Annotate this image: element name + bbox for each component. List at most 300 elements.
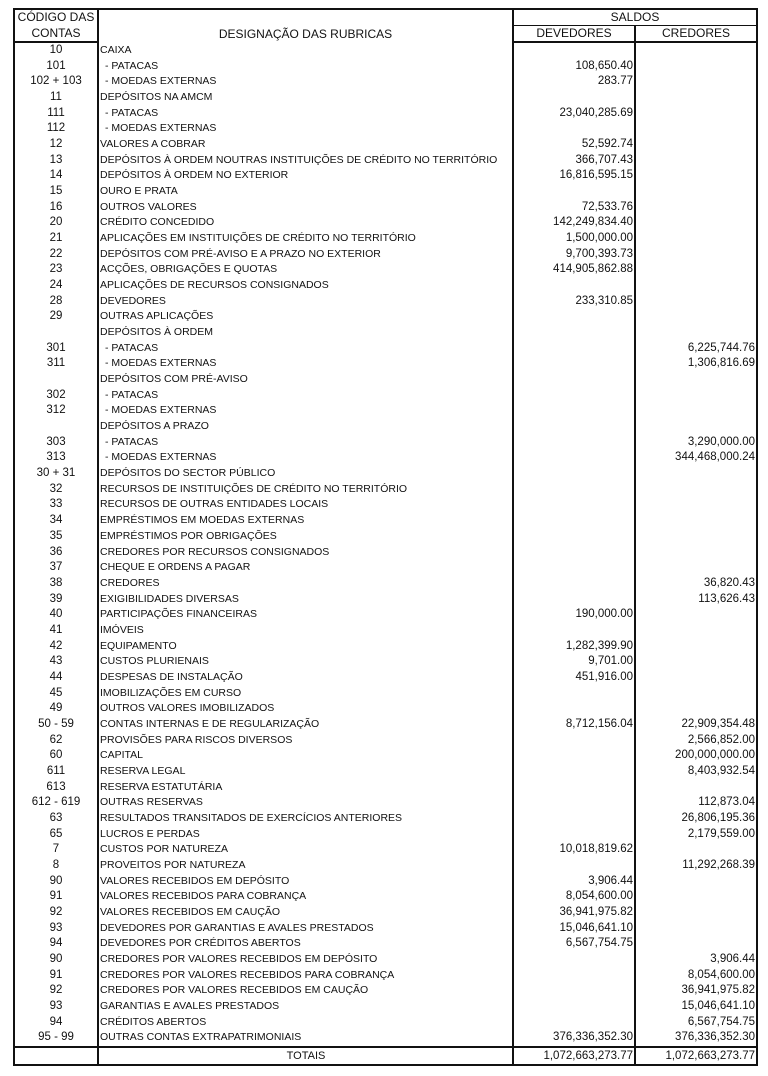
account-code: 311 <box>15 356 98 372</box>
credit-header: CREDORES <box>635 26 756 43</box>
account-code: 43 <box>15 654 98 670</box>
table-row <box>15 607 756 623</box>
debit-balance <box>513 388 635 404</box>
credit-balance <box>635 921 756 937</box>
table-row <box>15 74 756 90</box>
account-description: PROVEITOS POR NATUREZA <box>98 858 513 874</box>
account-description: CREDORES POR RECURSOS CONSIGNADOS <box>98 545 513 561</box>
credit-balance <box>635 262 756 278</box>
account-description: OUTROS VALORES IMOBILIZADOS <box>98 701 513 717</box>
credit-balance <box>635 874 756 890</box>
credit-balance <box>635 403 756 419</box>
table-row <box>15 827 756 843</box>
table-row <box>15 388 756 404</box>
table-row <box>15 983 756 999</box>
credit-balance <box>635 529 756 545</box>
account-code: 91 <box>15 968 98 984</box>
account-description: RESERVA LEGAL <box>98 764 513 780</box>
credit-balance: 22,909,354.48 <box>681 717 755 730</box>
table-row <box>15 513 756 529</box>
account-description: APLICAÇÕES EM INSTITUIÇÕES DE CRÉDITO NO TERRITÓRIO <box>98 231 513 247</box>
table-row <box>15 529 756 545</box>
account-code: 44 <box>15 670 98 686</box>
account-description: CREDORES <box>98 576 513 592</box>
debit-balance <box>513 811 635 827</box>
credit-balance: 2,179,559.00 <box>687 827 755 840</box>
credit-balance <box>635 701 756 717</box>
account-code: 28 <box>15 294 98 310</box>
table-row <box>15 842 756 858</box>
account-description: ACÇÕES, OBRIGAÇÕES E QUOTAS <box>98 262 513 278</box>
table-row <box>15 403 756 419</box>
credit-balance <box>635 325 756 341</box>
account-description: DEVEDORES POR CRÉDITOS ABERTOS <box>98 936 513 952</box>
debit-balance: 1,282,399.90 <box>513 639 635 655</box>
account-code: 38 <box>15 576 98 592</box>
debit-balance <box>513 309 635 325</box>
account-code: 32 <box>15 482 98 498</box>
debit-balance: 72,533.76 <box>513 200 635 216</box>
account-description: CHEQUE E ORDENS A PAGAR <box>98 560 513 576</box>
credit-balance <box>635 607 756 623</box>
table-row <box>15 450 756 466</box>
totals-credit: 1,072,663,273.77 <box>635 1047 756 1064</box>
account-code: 35 <box>15 529 98 545</box>
account-code: 22 <box>15 247 98 263</box>
debit-balance <box>513 701 635 717</box>
account-code: 29 <box>15 309 98 325</box>
totals-debit: 1,072,663,273.77 <box>513 1047 635 1064</box>
table-row <box>15 592 756 608</box>
table-row <box>15 215 756 231</box>
account-code <box>15 325 98 341</box>
debit-balance <box>513 999 635 1015</box>
credit-balance: 15,046,641.10 <box>681 999 755 1012</box>
credit-balance <box>635 309 756 325</box>
credit-balance <box>635 623 756 639</box>
credit-balance: 8,403,932.54 <box>687 764 755 777</box>
account-code: 16 <box>15 200 98 216</box>
account-code: 60 <box>15 748 98 764</box>
account-code: 14 <box>15 168 98 184</box>
debit-balance <box>513 968 635 984</box>
debit-balance: 16,816,595.15 <box>513 168 635 184</box>
credit-balance <box>635 936 756 952</box>
credit-balance <box>635 513 756 529</box>
table-row <box>15 325 756 341</box>
account-description: DEPÓSITOS COM PRÉ-AVISO E A PRAZO NO EXTERIOR <box>98 247 513 263</box>
account-description: RESULTADOS TRANSITADOS DE EXERCÍCIOS ANTERIORES <box>98 811 513 827</box>
debit-balance <box>513 952 635 968</box>
account-description: DEPÓSITOS À ORDEM NOUTRAS INSTITUIÇÕES DE CRÉDITO NO TERRITÓRIO <box>98 153 513 169</box>
credit-balance <box>635 247 756 263</box>
account-description: VALORES RECEBIDOS EM CAUÇÃO <box>98 905 513 921</box>
totals-row <box>15 1047 756 1064</box>
credit-balance <box>635 74 756 90</box>
debit-balance: 451,916.00 <box>513 670 635 686</box>
credit-balance: 8,054,600.00 <box>687 968 755 981</box>
table-row <box>15 968 756 984</box>
account-description: CAPITAL <box>98 748 513 764</box>
account-description: VALORES RECEBIDOS PARA COBRANÇA <box>98 889 513 905</box>
account-code: 7 <box>15 842 98 858</box>
debit-balance <box>513 403 635 419</box>
debit-header: DEVEDORES <box>513 26 635 43</box>
credit-balance <box>635 59 756 75</box>
table-row <box>15 748 756 764</box>
account-description: OUTROS VALORES <box>98 200 513 216</box>
debit-balance <box>513 90 635 106</box>
account-code: 92 <box>15 983 98 999</box>
table-row <box>15 717 756 733</box>
credit-balance: 6,225,744.76 <box>687 341 755 354</box>
credit-balance: 200,000,000.00 <box>675 749 755 762</box>
account-code: 10 <box>15 42 98 59</box>
debit-balance: 8,712,156.04 <box>513 717 635 733</box>
account-code: 23 <box>15 262 98 278</box>
account-code: 24 <box>15 278 98 294</box>
debit-balance <box>513 827 635 843</box>
account-code: 301 <box>15 341 98 357</box>
account-description: DEPÓSITOS DO SECTOR PÚBLICO <box>98 466 513 482</box>
credit-balance <box>635 121 756 137</box>
debit-balance <box>513 341 635 357</box>
account-description: APLICAÇÕES DE RECURSOS CONSIGNADOS <box>98 278 513 294</box>
table-row <box>15 90 756 106</box>
account-code: 42 <box>15 639 98 655</box>
account-code: 313 <box>15 450 98 466</box>
debit-balance <box>513 466 635 482</box>
table-row <box>15 874 756 890</box>
account-code: 302 <box>15 388 98 404</box>
table-row <box>15 497 756 513</box>
credit-balance: 11,292,268.39 <box>682 858 755 871</box>
table-row <box>15 952 756 968</box>
table-row <box>15 1030 756 1047</box>
debit-balance <box>513 513 635 529</box>
table-row <box>15 356 756 372</box>
debit-balance <box>513 278 635 294</box>
account-description: - PATACAS <box>98 341 513 357</box>
account-description: EMPRÉSTIMOS EM MOEDAS EXTERNAS <box>98 513 513 529</box>
table-row <box>15 639 756 655</box>
debit-balance <box>513 748 635 764</box>
account-code <box>15 419 98 435</box>
table-row <box>15 999 756 1015</box>
table-row <box>15 654 756 670</box>
account-description: CRÉDITOS ABERTOS <box>98 1015 513 1031</box>
account-description: EQUIPAMENTO <box>98 639 513 655</box>
account-code: 612 - 619 <box>15 795 98 811</box>
credit-balance <box>635 215 756 231</box>
account-description: - PATACAS <box>98 388 513 404</box>
account-description: DEVEDORES <box>98 294 513 310</box>
account-description: CAIXA <box>98 42 513 59</box>
account-code: 63 <box>15 811 98 827</box>
debit-balance <box>513 450 635 466</box>
account-description: - MOEDAS EXTERNAS <box>98 403 513 419</box>
credit-balance <box>635 278 756 294</box>
credit-balance <box>635 466 756 482</box>
account-code: 33 <box>15 497 98 513</box>
debit-balance <box>513 623 635 639</box>
account-description: VALORES A COBRAR <box>98 137 513 153</box>
credit-balance <box>635 670 756 686</box>
table-row <box>15 764 756 780</box>
credit-balance <box>635 168 756 184</box>
debit-balance <box>513 795 635 811</box>
account-code: 93 <box>15 999 98 1015</box>
account-description: DEPÓSITOS A PRAZO <box>98 419 513 435</box>
debit-balance <box>513 576 635 592</box>
account-description: CREDORES POR VALORES RECEBIDOS EM DEPÓSITO <box>98 952 513 968</box>
debit-balance <box>513 372 635 388</box>
table-row <box>15 1015 756 1031</box>
description-header: DESIGNAÇÃO DAS RUBRICAS <box>98 10 513 42</box>
debit-balance <box>513 733 635 749</box>
account-description: GARANTIAS E AVALES PRESTADOS <box>98 999 513 1015</box>
code-header-line2: CONTAS <box>15 26 98 43</box>
account-code: 11 <box>15 90 98 106</box>
debit-balance <box>513 419 635 435</box>
table-row <box>15 545 756 561</box>
credit-balance <box>635 842 756 858</box>
debit-balance <box>513 545 635 561</box>
account-code: 312 <box>15 403 98 419</box>
credit-balance <box>635 419 756 435</box>
table-row <box>15 466 756 482</box>
table-row <box>15 623 756 639</box>
credit-balance <box>635 482 756 498</box>
debit-balance: 52,592.74 <box>513 137 635 153</box>
account-description: DEVEDORES POR GARANTIAS E AVALES PRESTADOS <box>98 921 513 937</box>
table-row <box>15 560 756 576</box>
credit-balance: 112,873.04 <box>698 796 755 809</box>
credit-balance <box>635 106 756 122</box>
account-code: 39 <box>15 592 98 608</box>
credit-balance: 6,567,754.75 <box>687 1015 755 1028</box>
account-description: RECURSOS DE OUTRAS ENTIDADES LOCAIS <box>98 497 513 513</box>
table-row <box>15 231 756 247</box>
debit-balance <box>513 983 635 999</box>
debit-balance <box>513 529 635 545</box>
debit-balance <box>513 435 635 451</box>
debit-balance <box>513 1015 635 1031</box>
account-code: 102 + 103 <box>15 74 98 90</box>
debit-balance <box>513 764 635 780</box>
table-row <box>15 372 756 388</box>
account-code: 94 <box>15 936 98 952</box>
account-description: PARTICIPAÇÕES FINANCEIRAS <box>98 607 513 623</box>
table-row <box>15 905 756 921</box>
credit-balance: 36,941,975.82 <box>681 984 755 997</box>
account-description: DESPESAS DE INSTALAÇÃO <box>98 670 513 686</box>
account-description: EMPRÉSTIMOS POR OBRIGAÇÕES <box>98 529 513 545</box>
account-code: 303 <box>15 435 98 451</box>
balances-header: SALDOS <box>513 10 756 26</box>
credit-balance <box>635 560 756 576</box>
account-code: 36 <box>15 545 98 561</box>
account-code: 93 <box>15 921 98 937</box>
debit-balance: 3,906.44 <box>513 874 635 890</box>
table-row <box>15 780 756 796</box>
account-code: 37 <box>15 560 98 576</box>
credit-balance <box>635 184 756 200</box>
table-row <box>15 686 756 702</box>
account-code: 13 <box>15 153 98 169</box>
debit-balance: 108,650.40 <box>513 59 635 75</box>
account-description: DEPÓSITOS COM PRÉ-AVISO <box>98 372 513 388</box>
debit-balance: 366,707.43 <box>513 153 635 169</box>
credit-balance: 36,820.43 <box>703 576 755 589</box>
debit-balance: 10,018,819.62 <box>513 842 635 858</box>
credit-balance <box>635 90 756 106</box>
account-description: - MOEDAS EXTERNAS <box>98 74 513 90</box>
table-row <box>15 670 756 686</box>
account-code: 65 <box>15 827 98 843</box>
debit-balance <box>513 184 635 200</box>
credit-balance: 3,906.44 <box>710 952 755 965</box>
account-code: 613 <box>15 780 98 796</box>
account-description: CONTAS INTERNAS E DE REGULARIZAÇÃO <box>98 717 513 733</box>
account-description: CUSTOS PLURIENAIS <box>98 654 513 670</box>
account-description: - MOEDAS EXTERNAS <box>98 356 513 372</box>
debit-balance: 233,310.85 <box>513 294 635 310</box>
debit-balance <box>513 42 635 59</box>
credit-balance: 26,806,195.36 <box>681 811 755 824</box>
totals-code <box>15 1047 98 1064</box>
credit-balance: 2,566,852.00 <box>687 733 755 746</box>
table-row <box>15 858 756 874</box>
account-description: LUCROS E PERDAS <box>98 827 513 843</box>
account-description: OURO E PRATA <box>98 184 513 200</box>
debit-balance: 8,054,600.00 <box>513 889 635 905</box>
account-description: - MOEDAS EXTERNAS <box>98 121 513 137</box>
debit-balance: 414,905,862.88 <box>513 262 635 278</box>
table-row <box>15 576 756 592</box>
code-header-line1: CÓDIGO DAS <box>15 10 98 26</box>
credit-balance <box>635 153 756 169</box>
table-row <box>15 482 756 498</box>
debit-balance: 9,701.00 <box>513 654 635 670</box>
debit-balance: 283.77 <box>513 74 635 90</box>
table-row <box>15 795 756 811</box>
debit-balance <box>513 482 635 498</box>
table-row <box>15 59 756 75</box>
table-row <box>15 106 756 122</box>
credit-balance: 1,306,816.69 <box>687 357 755 370</box>
debit-balance: 142,249,834.40 <box>513 215 635 231</box>
table-row <box>15 121 756 137</box>
credit-balance <box>635 905 756 921</box>
account-code: 12 <box>15 137 98 153</box>
debit-balance: 15,046,641.10 <box>513 921 635 937</box>
table-body <box>15 42 756 1047</box>
debit-balance <box>513 780 635 796</box>
table-row <box>15 137 756 153</box>
table-row <box>15 184 756 200</box>
account-code: 50 - 59 <box>15 717 98 733</box>
account-code: 45 <box>15 686 98 702</box>
debit-balance: 9,700,393.73 <box>513 247 635 263</box>
credit-balance <box>635 231 756 247</box>
account-code: 95 - 99 <box>15 1030 98 1047</box>
debit-balance: 23,040,285.69 <box>513 106 635 122</box>
table-row <box>15 153 756 169</box>
accounts-table <box>15 10 756 1064</box>
table-row <box>15 247 756 263</box>
account-description: DEPÓSITOS À ORDEM <box>98 325 513 341</box>
account-description: DEPÓSITOS NA AMCM <box>98 90 513 106</box>
account-description: DEPÓSITOS À ORDEM NO EXTERIOR <box>98 168 513 184</box>
credit-balance: 3,290,000.00 <box>687 435 755 448</box>
credit-balance <box>635 388 756 404</box>
debit-balance <box>513 592 635 608</box>
debit-balance: 1,500,000.00 <box>513 231 635 247</box>
account-code: 90 <box>15 874 98 890</box>
account-description: OUTRAS APLICAÇÕES <box>98 309 513 325</box>
debit-balance <box>513 121 635 137</box>
table-row <box>15 435 756 451</box>
account-code: 40 <box>15 607 98 623</box>
table-row <box>15 921 756 937</box>
account-description: VALORES RECEBIDOS EM DEPÓSITO <box>98 874 513 890</box>
credit-balance <box>635 42 756 59</box>
account-code: 611 <box>15 764 98 780</box>
account-code: 20 <box>15 215 98 231</box>
account-description: - PATACAS <box>98 106 513 122</box>
account-code: 49 <box>15 701 98 717</box>
account-description: CUSTOS POR NATUREZA <box>98 842 513 858</box>
table-row <box>15 936 756 952</box>
balance-sheet-table <box>13 8 758 1066</box>
credit-balance <box>635 545 756 561</box>
table-row <box>15 419 756 435</box>
account-description: PROVISÕES PARA RISCOS DIVERSOS <box>98 733 513 749</box>
debit-balance <box>513 356 635 372</box>
account-description: OUTRAS CONTAS EXTRAPATRIMONIAIS <box>98 1030 513 1047</box>
table-row <box>15 889 756 905</box>
account-code <box>15 372 98 388</box>
account-code: 8 <box>15 858 98 874</box>
debit-balance: 6,567,754.75 <box>513 936 635 952</box>
account-code: 94 <box>15 1015 98 1031</box>
debit-balance <box>513 686 635 702</box>
account-code: 34 <box>15 513 98 529</box>
credit-balance <box>635 372 756 388</box>
account-code: 92 <box>15 905 98 921</box>
credit-balance <box>635 889 756 905</box>
account-description: OUTRAS RESERVAS <box>98 795 513 811</box>
table-row <box>15 278 756 294</box>
totals-label: TOTAIS <box>98 1047 513 1064</box>
account-description: CRÉDITO CONCEDIDO <box>98 215 513 231</box>
account-code: 91 <box>15 889 98 905</box>
account-description: EXIGIBILIDADES DIVERSAS <box>98 592 513 608</box>
account-code: 41 <box>15 623 98 639</box>
credit-balance <box>635 137 756 153</box>
account-code: 111 <box>15 106 98 122</box>
account-description: RESERVA ESTATUTÁRIA <box>98 780 513 796</box>
table-row <box>15 341 756 357</box>
table-row <box>15 42 756 59</box>
debit-balance <box>513 560 635 576</box>
account-code: 15 <box>15 184 98 200</box>
account-description: RECURSOS DE INSTITUIÇÕES DE CRÉDITO NO TERRITÓRIO <box>98 482 513 498</box>
credit-balance <box>635 639 756 655</box>
debit-balance: 376,336,352.30 <box>513 1030 635 1047</box>
account-description: IMOBILIZAÇÕES EM CURSO <box>98 686 513 702</box>
